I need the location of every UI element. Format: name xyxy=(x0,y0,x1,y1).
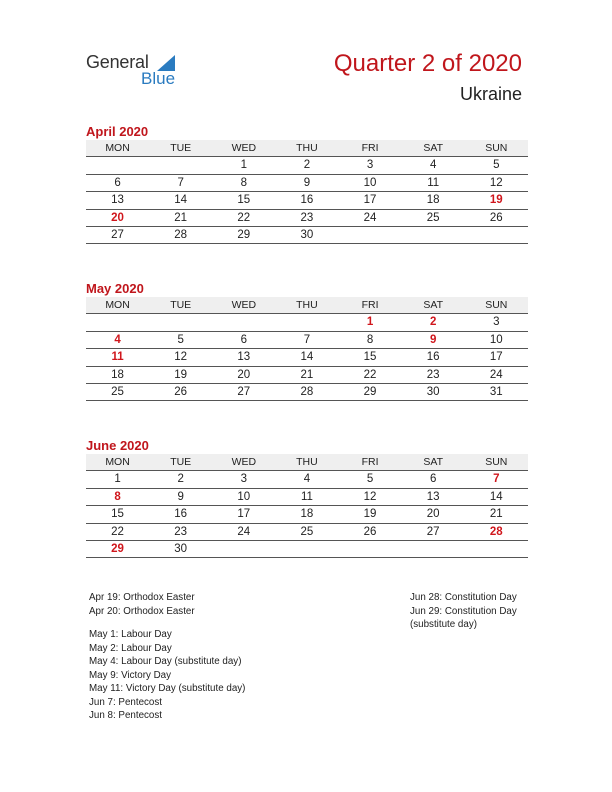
date-cell: 31 xyxy=(489,385,503,398)
holiday-note: Jun 29: Constitution Day xyxy=(410,605,517,617)
date-cell: 26 xyxy=(489,211,503,224)
date-cell xyxy=(212,541,275,557)
date-cell: 24 xyxy=(489,368,503,381)
weekday-label: TUE xyxy=(170,456,192,468)
holiday-date-cell: 1 xyxy=(366,316,374,329)
date-cell: 27 xyxy=(111,228,124,241)
weekday-label: THU xyxy=(296,299,318,311)
holiday-note: Jun 28: Constitution Day xyxy=(410,592,517,603)
date-cell: 11 xyxy=(427,176,440,189)
date-cell: 25 xyxy=(300,525,314,538)
date-cell: 6 xyxy=(429,473,437,486)
date-cell: 12 xyxy=(363,490,377,503)
date-cell: 13 xyxy=(237,351,251,364)
date-cell: 13 xyxy=(426,490,440,503)
weekday-label: TUE xyxy=(170,299,192,311)
date-cell xyxy=(275,541,338,557)
date-cell: 28 xyxy=(300,385,314,398)
weekday-label: FRI xyxy=(361,142,379,154)
month-title: June 2020 xyxy=(86,438,149,453)
holiday-note: (substitute day) xyxy=(410,619,477,630)
date-cell: 8 xyxy=(240,176,248,189)
date-cell: 14 xyxy=(174,194,188,207)
date-cell: 11 xyxy=(300,490,313,503)
date-cell xyxy=(86,157,149,173)
week-row xyxy=(86,210,528,227)
holiday-note: Apr 19: Orthodox Easter xyxy=(89,592,195,603)
date-cell: 22 xyxy=(111,525,124,538)
month-title: April 2020 xyxy=(86,124,149,139)
date-cell: 24 xyxy=(363,211,377,224)
date-cell: 2 xyxy=(303,159,311,172)
date-cell: 16 xyxy=(300,194,314,207)
date-cell: 26 xyxy=(174,385,188,398)
date-cell: 25 xyxy=(111,385,124,398)
holiday-note: Jun 7: Pentecost xyxy=(89,696,162,708)
date-cell xyxy=(86,314,149,330)
date-cell: 9 xyxy=(303,176,311,189)
holiday-date-cell: 4 xyxy=(114,333,121,346)
date-cell: 1 xyxy=(114,473,121,486)
date-cell: 4 xyxy=(303,473,311,486)
date-cell: 14 xyxy=(489,490,503,503)
weekday-label: MON xyxy=(105,456,130,468)
date-cell: 6 xyxy=(240,333,248,346)
date-cell: 26 xyxy=(363,525,377,538)
weekday-label: MON xyxy=(105,299,130,311)
date-cell: 27 xyxy=(237,385,251,398)
month-calendar-may xyxy=(86,280,528,401)
date-cell: 28 xyxy=(174,228,188,241)
date-cell: 10 xyxy=(237,490,251,503)
holiday-note: May 9: Victory Day xyxy=(89,669,172,681)
date-cell: 3 xyxy=(240,473,248,486)
holiday-date-cell: 20 xyxy=(111,211,124,224)
date-cell: 14 xyxy=(300,351,314,364)
weekday-header-row xyxy=(86,297,528,314)
date-cell: 18 xyxy=(300,508,314,521)
date-cell: 7 xyxy=(177,176,184,189)
date-cell: 10 xyxy=(489,333,503,346)
date-cell: 18 xyxy=(426,194,440,207)
date-cell: 12 xyxy=(174,351,188,364)
date-cell: 22 xyxy=(363,368,377,381)
date-cell: 4 xyxy=(429,159,437,172)
weekday-label: FRI xyxy=(361,456,379,468)
date-cell xyxy=(275,314,338,330)
date-cell: 15 xyxy=(363,351,377,364)
date-cell: 1 xyxy=(240,159,248,172)
weekday-label: THU xyxy=(296,142,318,154)
date-cell: 2 xyxy=(177,473,184,486)
logo-text-blue: Blue xyxy=(141,69,176,88)
holiday-note: May 11: Victory Day (substitute day) xyxy=(89,683,246,694)
date-cell: 8 xyxy=(366,333,374,346)
weekday-label: SAT xyxy=(423,142,444,154)
date-cell: 21 xyxy=(174,211,188,224)
holiday-date-cell: 11 xyxy=(111,351,124,364)
country-name: Ukraine xyxy=(459,84,522,104)
weekday-header-row xyxy=(86,140,528,157)
weekday-label: THU xyxy=(296,456,318,468)
holiday-date-cell: 2 xyxy=(429,316,437,329)
weekday-label: WED xyxy=(231,299,257,311)
date-cell: 30 xyxy=(174,542,188,555)
date-cell xyxy=(465,541,528,557)
date-cell: 23 xyxy=(426,368,440,381)
holiday-note: May 1: Labour Day xyxy=(89,629,172,640)
week-row xyxy=(86,506,528,523)
week-row xyxy=(86,332,528,349)
date-cell: 19 xyxy=(174,368,188,381)
date-cell: 12 xyxy=(489,176,503,189)
date-cell: 6 xyxy=(114,176,121,189)
holiday-notes-left xyxy=(89,591,245,723)
date-cell: 7 xyxy=(303,333,311,346)
weekday-label: WED xyxy=(231,456,257,468)
date-cell: 21 xyxy=(489,508,503,521)
date-cell: 5 xyxy=(493,159,500,172)
date-cell: 29 xyxy=(363,385,377,398)
week-row xyxy=(86,157,528,174)
date-cell: 30 xyxy=(300,228,314,241)
date-cell: 9 xyxy=(177,490,184,503)
date-cell: 13 xyxy=(111,194,124,207)
holiday-date-cell: 19 xyxy=(489,194,503,207)
date-cell: 23 xyxy=(174,525,188,538)
holiday-note: Jun 8: Pentecost xyxy=(89,710,162,721)
date-cell xyxy=(402,227,465,243)
weekday-label: SAT xyxy=(423,299,444,311)
weekday-label: TUE xyxy=(170,142,192,154)
month-calendar-april xyxy=(86,123,528,244)
date-cell xyxy=(212,314,275,330)
weekday-label: SAT xyxy=(423,456,444,468)
brand-logo xyxy=(86,52,196,92)
date-cell: 18 xyxy=(111,368,124,381)
date-cell: 30 xyxy=(426,385,440,398)
holiday-date-cell: 8 xyxy=(114,490,121,503)
date-cell: 3 xyxy=(493,316,500,329)
date-cell: 16 xyxy=(426,351,440,364)
week-row xyxy=(86,489,528,506)
date-cell xyxy=(149,157,212,173)
date-cell: 20 xyxy=(426,508,440,521)
date-cell xyxy=(149,314,212,330)
week-row xyxy=(86,192,528,209)
weekday-label: SUN xyxy=(485,142,508,154)
weekday-label: FRI xyxy=(361,299,379,311)
holiday-note: Apr 20: Orthodox Easter xyxy=(89,605,195,617)
date-cell: 16 xyxy=(174,508,188,521)
holiday-note: May 4: Labour Day (substitute day) xyxy=(89,656,242,667)
date-cell: 17 xyxy=(237,508,251,521)
date-cell xyxy=(402,541,465,557)
holiday-date-cell: 7 xyxy=(493,473,500,486)
date-cell: 15 xyxy=(237,194,251,207)
weekday-label: SUN xyxy=(485,299,508,311)
week-row xyxy=(86,524,528,541)
holiday-note: May 2: Labour Day xyxy=(89,642,172,654)
week-row xyxy=(86,227,528,244)
date-cell xyxy=(339,227,402,243)
weekday-label: WED xyxy=(231,142,257,154)
holiday-notes-right xyxy=(410,591,517,632)
date-cell: 15 xyxy=(111,508,124,521)
holiday-list-april xyxy=(89,591,245,618)
date-cell: 17 xyxy=(363,194,377,207)
weekday-label: SUN xyxy=(485,456,508,468)
week-row xyxy=(86,349,528,366)
holiday-date-cell: 29 xyxy=(111,542,124,555)
date-cell: 5 xyxy=(177,333,184,346)
logo-text-general: General xyxy=(86,52,149,72)
holiday-list-may-june xyxy=(89,628,245,723)
date-cell: 22 xyxy=(237,211,251,224)
weekday-label: MON xyxy=(105,142,130,154)
week-row xyxy=(86,384,528,401)
date-cell: 20 xyxy=(237,368,251,381)
month-title: May 2020 xyxy=(86,281,144,296)
date-cell: 29 xyxy=(237,228,251,241)
date-cell: 24 xyxy=(237,525,251,538)
week-row xyxy=(86,471,528,488)
date-cell: 17 xyxy=(489,351,503,364)
date-cell: 5 xyxy=(366,473,374,486)
date-cell: 27 xyxy=(426,525,440,538)
date-cell: 25 xyxy=(426,211,440,224)
date-cell xyxy=(465,227,528,243)
date-cell: 21 xyxy=(300,368,314,381)
week-row xyxy=(86,367,528,384)
week-row xyxy=(86,175,528,192)
holiday-date-cell: 28 xyxy=(489,525,503,538)
date-cell: 23 xyxy=(300,211,314,224)
date-cell: 10 xyxy=(363,176,377,189)
date-cell xyxy=(339,541,402,557)
page-title: Quarter 2 of 2020 xyxy=(333,50,522,77)
date-cell: 19 xyxy=(363,508,377,521)
holiday-list-late-june xyxy=(410,591,517,632)
week-row xyxy=(86,541,528,558)
date-cell: 3 xyxy=(366,159,374,172)
month-calendar-june xyxy=(86,437,528,558)
holiday-date-cell: 9 xyxy=(429,333,437,346)
week-row xyxy=(86,314,528,331)
weekday-header-row xyxy=(86,454,528,471)
